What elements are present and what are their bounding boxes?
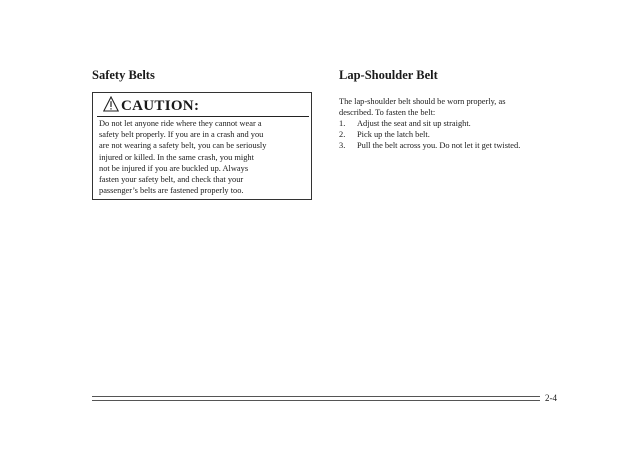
step-text: Adjust the seat and sit up straight.	[357, 119, 471, 128]
warning-triangle-icon	[103, 96, 119, 112]
caution-line: not be injured if you are buckled up. Always	[99, 163, 249, 173]
lap-shoulder-belt-column	[339, 68, 569, 151]
caution-box	[92, 92, 312, 200]
step-text: Pull the belt across you. Do not let it get twisted.	[357, 141, 521, 151]
caution-text	[99, 118, 311, 196]
caution-header	[97, 96, 309, 117]
caution-line: injured or killed. In the same crash, you might	[99, 152, 254, 162]
footer-divider	[92, 396, 540, 397]
step-text: Pick up the latch belt.	[357, 130, 430, 140]
safety-belts-heading: Safety Belts	[92, 68, 155, 82]
step-item	[339, 118, 569, 129]
page-number: 2-4	[545, 393, 557, 403]
intro-line: The lap-shoulder belt should be worn properly, as	[339, 97, 506, 106]
caution-line: are not wearing a safety belt, you can be seriously	[99, 141, 267, 151]
lap-shoulder-belt-heading: Lap-Shoulder Belt	[339, 68, 438, 82]
caution-line: safety belt properly. If you are in a crash and you	[99, 130, 264, 140]
intro-paragraph	[339, 96, 569, 118]
step-item	[339, 140, 569, 151]
caution-line: fasten your safety belt, and check that your	[99, 175, 244, 185]
step-number: 2.	[339, 130, 346, 140]
step-item	[339, 129, 569, 140]
footer-divider	[92, 400, 540, 401]
caution-line: Do not let anyone ride where they cannot wear a	[99, 119, 262, 128]
steps-list	[339, 118, 569, 152]
step-number: 3.	[339, 141, 346, 151]
caution-title: CAUTION:	[121, 98, 200, 114]
caution-line: passenger’s belts are fastened properly too.	[99, 186, 244, 196]
safety-belts-column	[92, 68, 316, 196]
intro-line: described. To fasten the belt:	[339, 108, 436, 118]
step-number: 1.	[339, 119, 346, 128]
